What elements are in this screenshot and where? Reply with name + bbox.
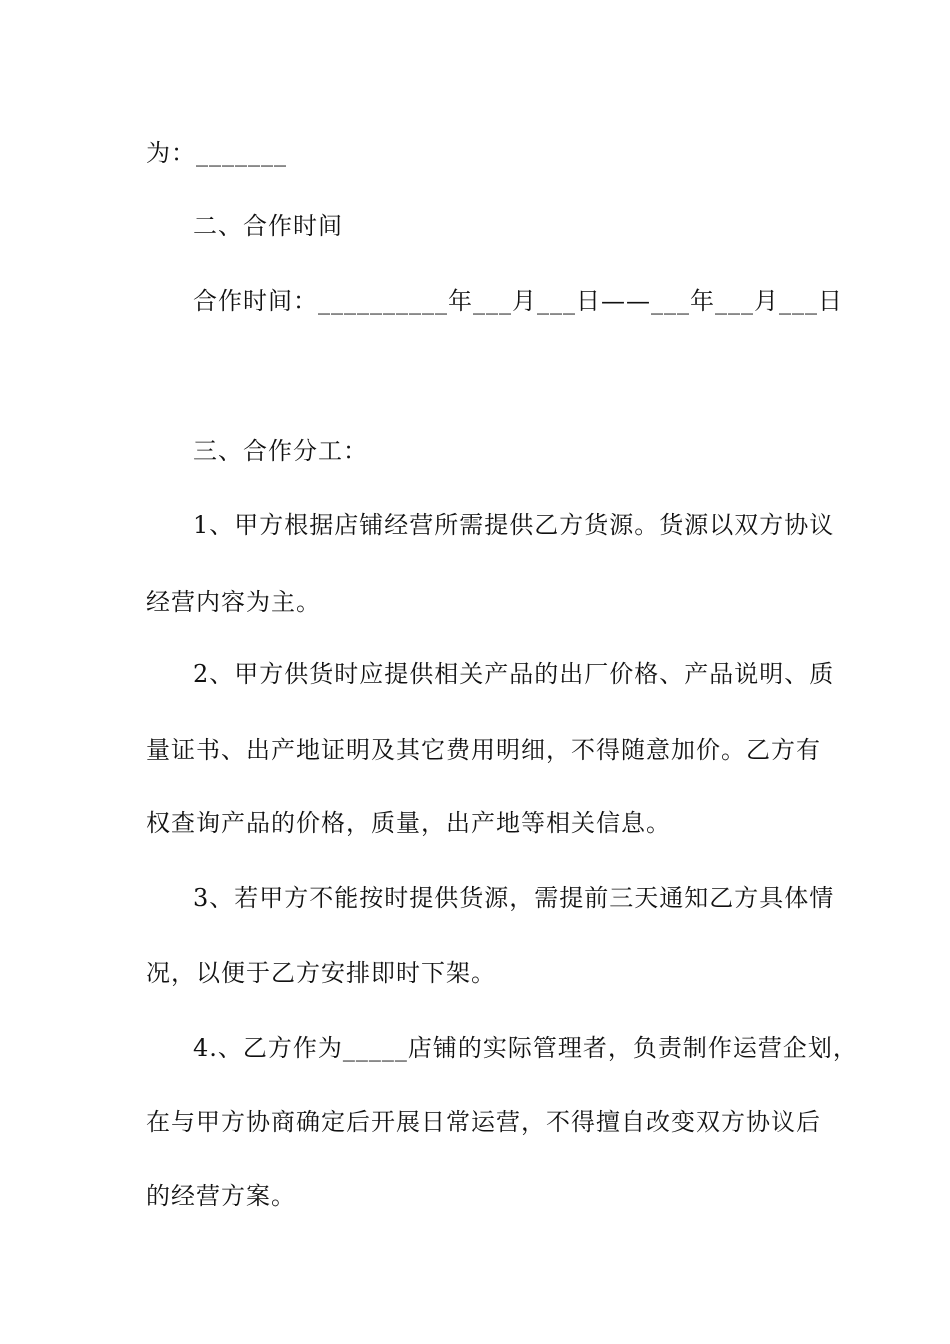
paragraph-4-line-2: 在与甲方协商确定后开展日常运营，不得擅自改变双方协议后 — [146, 1108, 821, 1136]
paragraph-2-line-1: 2、甲方供货时应提供相关产品的出厂价格、产品说明、质 — [193, 660, 835, 688]
paragraph-4-line-3: 的经营方案。 — [146, 1182, 296, 1210]
paragraph-2-line-2: 量证书、出产地证明及其它费用明细，不得随意加价。乙方有 — [146, 736, 821, 764]
paragraph-1-line-2: 经营内容为主。 — [146, 588, 321, 616]
paragraph-3-line-1: 3、若甲方不能按时提供货源，需提前三天通知乙方具体情 — [193, 884, 835, 912]
paragraph-4-line-1: 4.、乙方作为_____店铺的实际管理者，负责制作运营企划， — [193, 1034, 858, 1062]
section-heading-cooperation-time: 二、合作时间 — [193, 212, 343, 240]
section-heading-division-of-work: 三、合作分工： — [193, 437, 368, 465]
text-line-wei: 为：_______ — [146, 139, 287, 167]
paragraph-3-line-2: 况，以便于乙方安排即时下架。 — [146, 959, 496, 987]
paragraph-2-line-3: 权查询产品的价格，质量，出产地等相关信息。 — [146, 809, 671, 837]
text-line-cooperation-period: 合作时间：__________年___月___日——___年___月___日 — [193, 287, 843, 315]
paragraph-1-line-1: 1、甲方根据店铺经营所需提供乙方货源。货源以双方协议 — [193, 511, 835, 539]
